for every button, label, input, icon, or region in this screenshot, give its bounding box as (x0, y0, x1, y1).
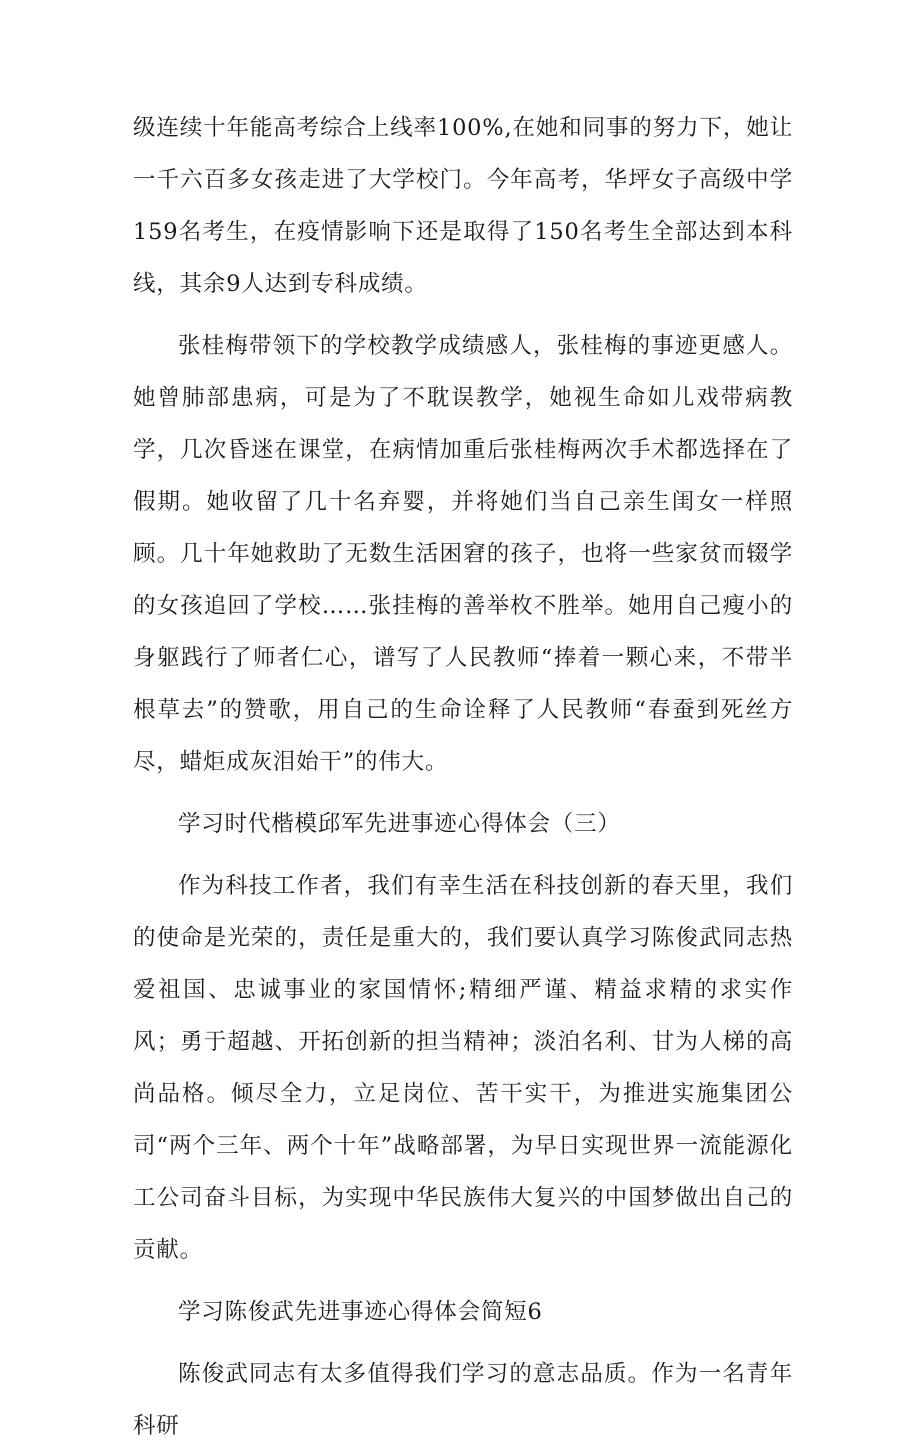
section-heading-2: 学习陈俊武先进事迹心得体会简短6 (178, 1299, 543, 1325)
paragraph-3: 作为科技工作者，我们有幸生活在科技创新的春天里，我们的使命是光荣的，责任是重大的，我们要认真学习陈俊武同志热爱祖国、忠诚事业的家国情怀;精细严谨、精益求精的求实作风；勇于超越、开拓创新的担当精神；淡泊名利、甘为人梯的高尚品格。倾尽全力，立足岗位、苦干实干，为推进实施集团公司“两个三年、两个十年”战略部署，为早日实现世界一流能源化工公司奋斗目标，为实现中华民族伟大复兴的中国梦做出自己的贡献。 (133, 873, 793, 1263)
section-heading-1: 学习时代楷模邱军先进事迹心得体会（三） (178, 811, 621, 837)
paragraph-4: 陈俊武同志有太多值得我们学习的意志品质。作为一名青年科研 (133, 1361, 793, 1439)
document-body (133, 102, 793, 1452)
paragraph-2: 张桂梅带领下的学校教学成绩感人，张桂梅的事迹更感人。她曾肺部患病，可是为了不耽误教学，她视生命如儿戏带病教学，几次昏迷在课堂，在病情加重后张桂梅两次手术都选择在了假期。她收留了几十名弃婴，并将她们当自己亲生闺女一样照顾。几十年她救助了无数生活困窘的孩子，也将一些家贫而辍学的女孩追回了学校……张挂梅的善举枚不胜举。她用自己瘦小的身躯践行了师者仁心，谱写了人民教师“捧着一颗心来，不带半根草去”的赞歌，用自己的生命诠释了人民教师“春蚕到死丝方尽，蜡炬成灰泪始干”的伟大。 (133, 333, 793, 775)
paragraph-1: 级连续十年能高考综合上线率100%,在她和同事的努力下，她让一千六百多女孩走进了大学校门。今年高考，华坪女子高级中学159名考生，在疫情影响下还是取得了150名考生全部达到本科线，其余9人达到专科成绩。 (133, 115, 793, 297)
